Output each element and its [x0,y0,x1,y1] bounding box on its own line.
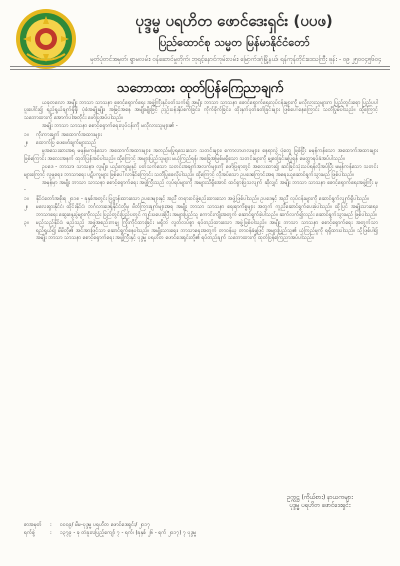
body-paragraph: မူအသေးဆားအရ မမှန်မကန်သော အထောက်အထားများ၊ အတည်မပြုရသေးသော သတင်းများ၊ ကောလာဟလများ၊ နေရာလွဲ ပုံတွေ ဖြစ်ပြီး မမှန်ကန်သော အထောက်အထားများ ဖြစ်ကြောင်း အလေးအနက် ထုတ်ပြန်အပ်ပါသည်။ ထို့ကြောင့် အများပြည်သူများ မယုံကြည်ရန်၊ အခြေအမြစ်မရှိသော သတင်းများကို မျှဝေခြင်းမပြုရန် မေတ္တာရပ်ခံအပ်ပါသည်။ [24,148,378,162]
item-text: ကိုးကားချက် အထောက်အထားများ [36,131,102,138]
header-divider-secondary [10,69,390,70]
item-text: ထောက်ပြ ဖေဖော်ချက်များသည် [36,140,97,147]
item-text: မည်သည့်နိုင်ငံ၊ မည်သည့် အဖွဲ့အစည်းကမျှ ကြိုးကိုင်ထားခြင်း မရှိဘဲ လွတ်လပ်စွာ ရပ်တည်ထားသော အဖွဲ့ဖြစ်ပါသည်။ အမျိုး ဘာသာ သာသနာ စောင့်ရှောက်ရေး အတွက်သာ ရည်ရွယ်၍ မိမိတို့၏ အင်အားဖြင့်သာ ဆောင်ရွက်နေပါသည်။ အမျိုးသားရေး၊ ဘာသာရေးအတွက် တာဝန်ယူ တာဝန်ခံမှုဖြင့် အများပြည်သူ၏ ယုံကြည်မှုကို ရရှိထားပါသည်။ သို့ဖြစ်ပါ၍ အမျိုး ဘာသာ သာသနာ စောင့်ရှောက်ရေး အဖွဲ့ကြီးနှင့် ပုဒ္ဒမ္မ ပရဟိတ ဖောင်ဒေးရှင်းတို့၏ ရပ်တည်ချက် သဘောထားကို ထုတ်ပြန်ကြေညာအပ်ပါသည်။ [36,220,378,241]
document-title: သဘောထား ထုတ်ပြန်ကြေညာချက် [116,81,284,96]
body-paragraph: ဥပဒေ - ဘာသာ၊ သာသနာ၊ လူမျိုး၊ ယဉ်ကျေးမှုနှင့် ပတ်သက်သော သတင်းအချက်အလက်များကို ဖော်ပြရာတွင် အလေးထား၍ ဆင်ခြင်သုံးသပ်ရန်လိုအပ်ပြီး မမှန်ကန်သော သတင်းများကြောင့် လူမှုရေး၊ ဘာသာရေး ပဋိပက္ခများ ဖြစ်ပေါ်လာနိုင်ကြောင်း သတိပြုစေလိုပါသည်။ ထို့ကြောင့် လိုအပ်သော ဥပဒေကြောင်းအရ အရေးယူဆောင်ရွက်သွားမည် ဖြစ်ပါသည်။ [24,164,378,178]
organization-name: ပုဒ္ဒမ္မ ပရဟိတ ဖောင်ဒေးရှင်း (ပပဖ) [135,12,333,30]
item-number: ၂။ [24,204,29,211]
item-number: ၂။ [24,140,29,147]
list-item [24,220,378,242]
signature-line-2: ပုဒ္ဒမ္မ ပရဟိတ ဖောင်ဒေးရှင်း [289,502,351,509]
intro-paragraph: ယခုတလော အမျိုး ဘာသာ သာသနာ စောင့်ရှောက်ရေး အဖွဲ့ကြီးနှင့်ပတ်သက်၍ အမျိုး ဘာသာ သာသနာ စောင့်ရှောက်ရေးလုပ်ငန်းများကို မလိုလားသူများက ပြည့်တွင်းရော ပြည်ပပါ ပူးပေါင်း၍ ရည်ရွယ်ချက်ရှိရှိ၊ ပုံစံအမျိုးမျိုး၊ အမြင်အနေ အမျိုးမျိုးဖြင့် ညှဉ်းပန်းနှိပ်စက်ခြင်း၊ ကိုက်ခိုက်ခြင်း၊ ထိုးနှက်ပုတ်ခတ်ခြင်းများ ဖြစ်ပေါ်နေကြောင်း သတိပြုမိပါသည်။ ထို့ကြောင့် သဘောထားကို အောက်ပါအတိုင်း ဖော်ပြအပ်ပါသည်။ [24,100,378,121]
lead-paragraph: အမျိုး ဘာသာ သာသနာ စောင့်ရှောက်ရေးလုပ်ငန်းကို မလိုလားသူများ၏ - [42,123,178,130]
list-item [24,132,378,139]
document-meta [24,522,378,537]
meta-key: စာအမှတ် [24,522,42,528]
address-line: မှတ်ပုံတင်အမှတ်၊ ရွာမလမ်း၊ ဝန်ဆောင်မှုတိုက်၊ ဘုရင့်နောင်ကုမ်းလမ်း၊ မြောက်ဒဂုံမြို့နယ်၊ ရန်ကုန်တိုင်းဒေသကြီး ဖုန်း - ၀၉ ၂၅၀၀၄၅၆၀၄ [90,56,382,63]
item-text: နိုင်ငံတော်အစိုးရ ၂၀၁၈ - ခုနှစ်အတွင်း ပြဋ္ဌာန်းထားသော ဥပဒေများနှင့် အညီ တရားဝင်ဖွဲ့စည်းထားသော အဖွဲ့ဖြစ်ပါသည်။ ဥပဒေနှင့် အညီ လုပ်ငန်းများကို ဆောင်ရွက်လျက်ရှိပါသည်။ [36,195,369,202]
meta-separator: : [50,529,52,536]
meta-separator: : [50,522,52,528]
signature-line-1: ဥက္ကဋ္ဌ (ကိုယ်စား) နာယကများ [287,494,353,501]
list-item [24,204,378,219]
list-item [24,140,378,147]
meta-key: ရက်စွဲ [24,529,35,536]
signature-block [250,494,390,510]
header-divider [10,66,390,67]
item-number: ၁။ [24,131,29,138]
country-line: ပြည်ထောင်စု သမ္မတ မြန်မာနိုင်ငံတော် [158,36,310,49]
item-text: မလေးရှားနိုင်ငံ၊ ထိုင်းနိုင်ငံ၊ ဘင်္ဂလားဒေ့ရှ်နိုင်ငံတို့မှ ဖိတ်ကြားချက်များအရ အမျိုး ဘာသာ သာသနာ ရေးရာကိစ္စများ အတွက် ကူညီဆောင်ရွက်ပေးခဲ့ပါသည်။ ထို့ပြင် အမျိုးသားရေး၊ ဘာသာရေး ဆွေးနွေးပွဲများကိုလည်း ပြည်တွင်းပြည်ပတွင် ကျင်းပပေးခဲ့ပြီး အများပြည်သူ ကောင်းကျိုးအတွက် ဆောင်ရွက်ခဲ့ပါသည်။ ဆက်လက်၍လည်း ဆောင်ရွက်သွားမည် ဖြစ်ပါသည်။ [36,204,378,218]
list-item [24,196,378,203]
meta-value: ၀၀၀၉/ မိမ-ပုဒ္ဒမ္မ ပရဟိတ ဖောင်ဒေးရှင်း/ ၂၀၁၇ [60,522,151,528]
document-body [24,100,378,243]
meta-row [24,530,378,538]
meta-row [24,522,378,530]
body-paragraph: အမှန်မှာ အမျိုး ဘာသာ သာသနာ စောင့်ရှောက်ရေး အဖွဲ့ကြီးသည် လုပ်ရပ်များကို အများသိရှိအောင် ထင်ရှားပြသလျက် ဆိုလျှင် အမျိုး ဘာသာ သာသနာ စောင့်ရှောက်ရေးအဖွဲ့ကြီး မှ - [24,180,378,194]
item-number: ၁။ [24,195,29,202]
item-number: ၃။ [24,220,29,227]
foundation-seal-logo [15,8,77,70]
meta-value: ၁၃၇၉ - ခု တံခူးလပြည့်ကျော် ၇ - ရက်၊ (ခုနှစ် ၂၆ - ရက် ၂၀၁၇) ၇ ပုဒ္ဒမ္မ [60,529,197,536]
